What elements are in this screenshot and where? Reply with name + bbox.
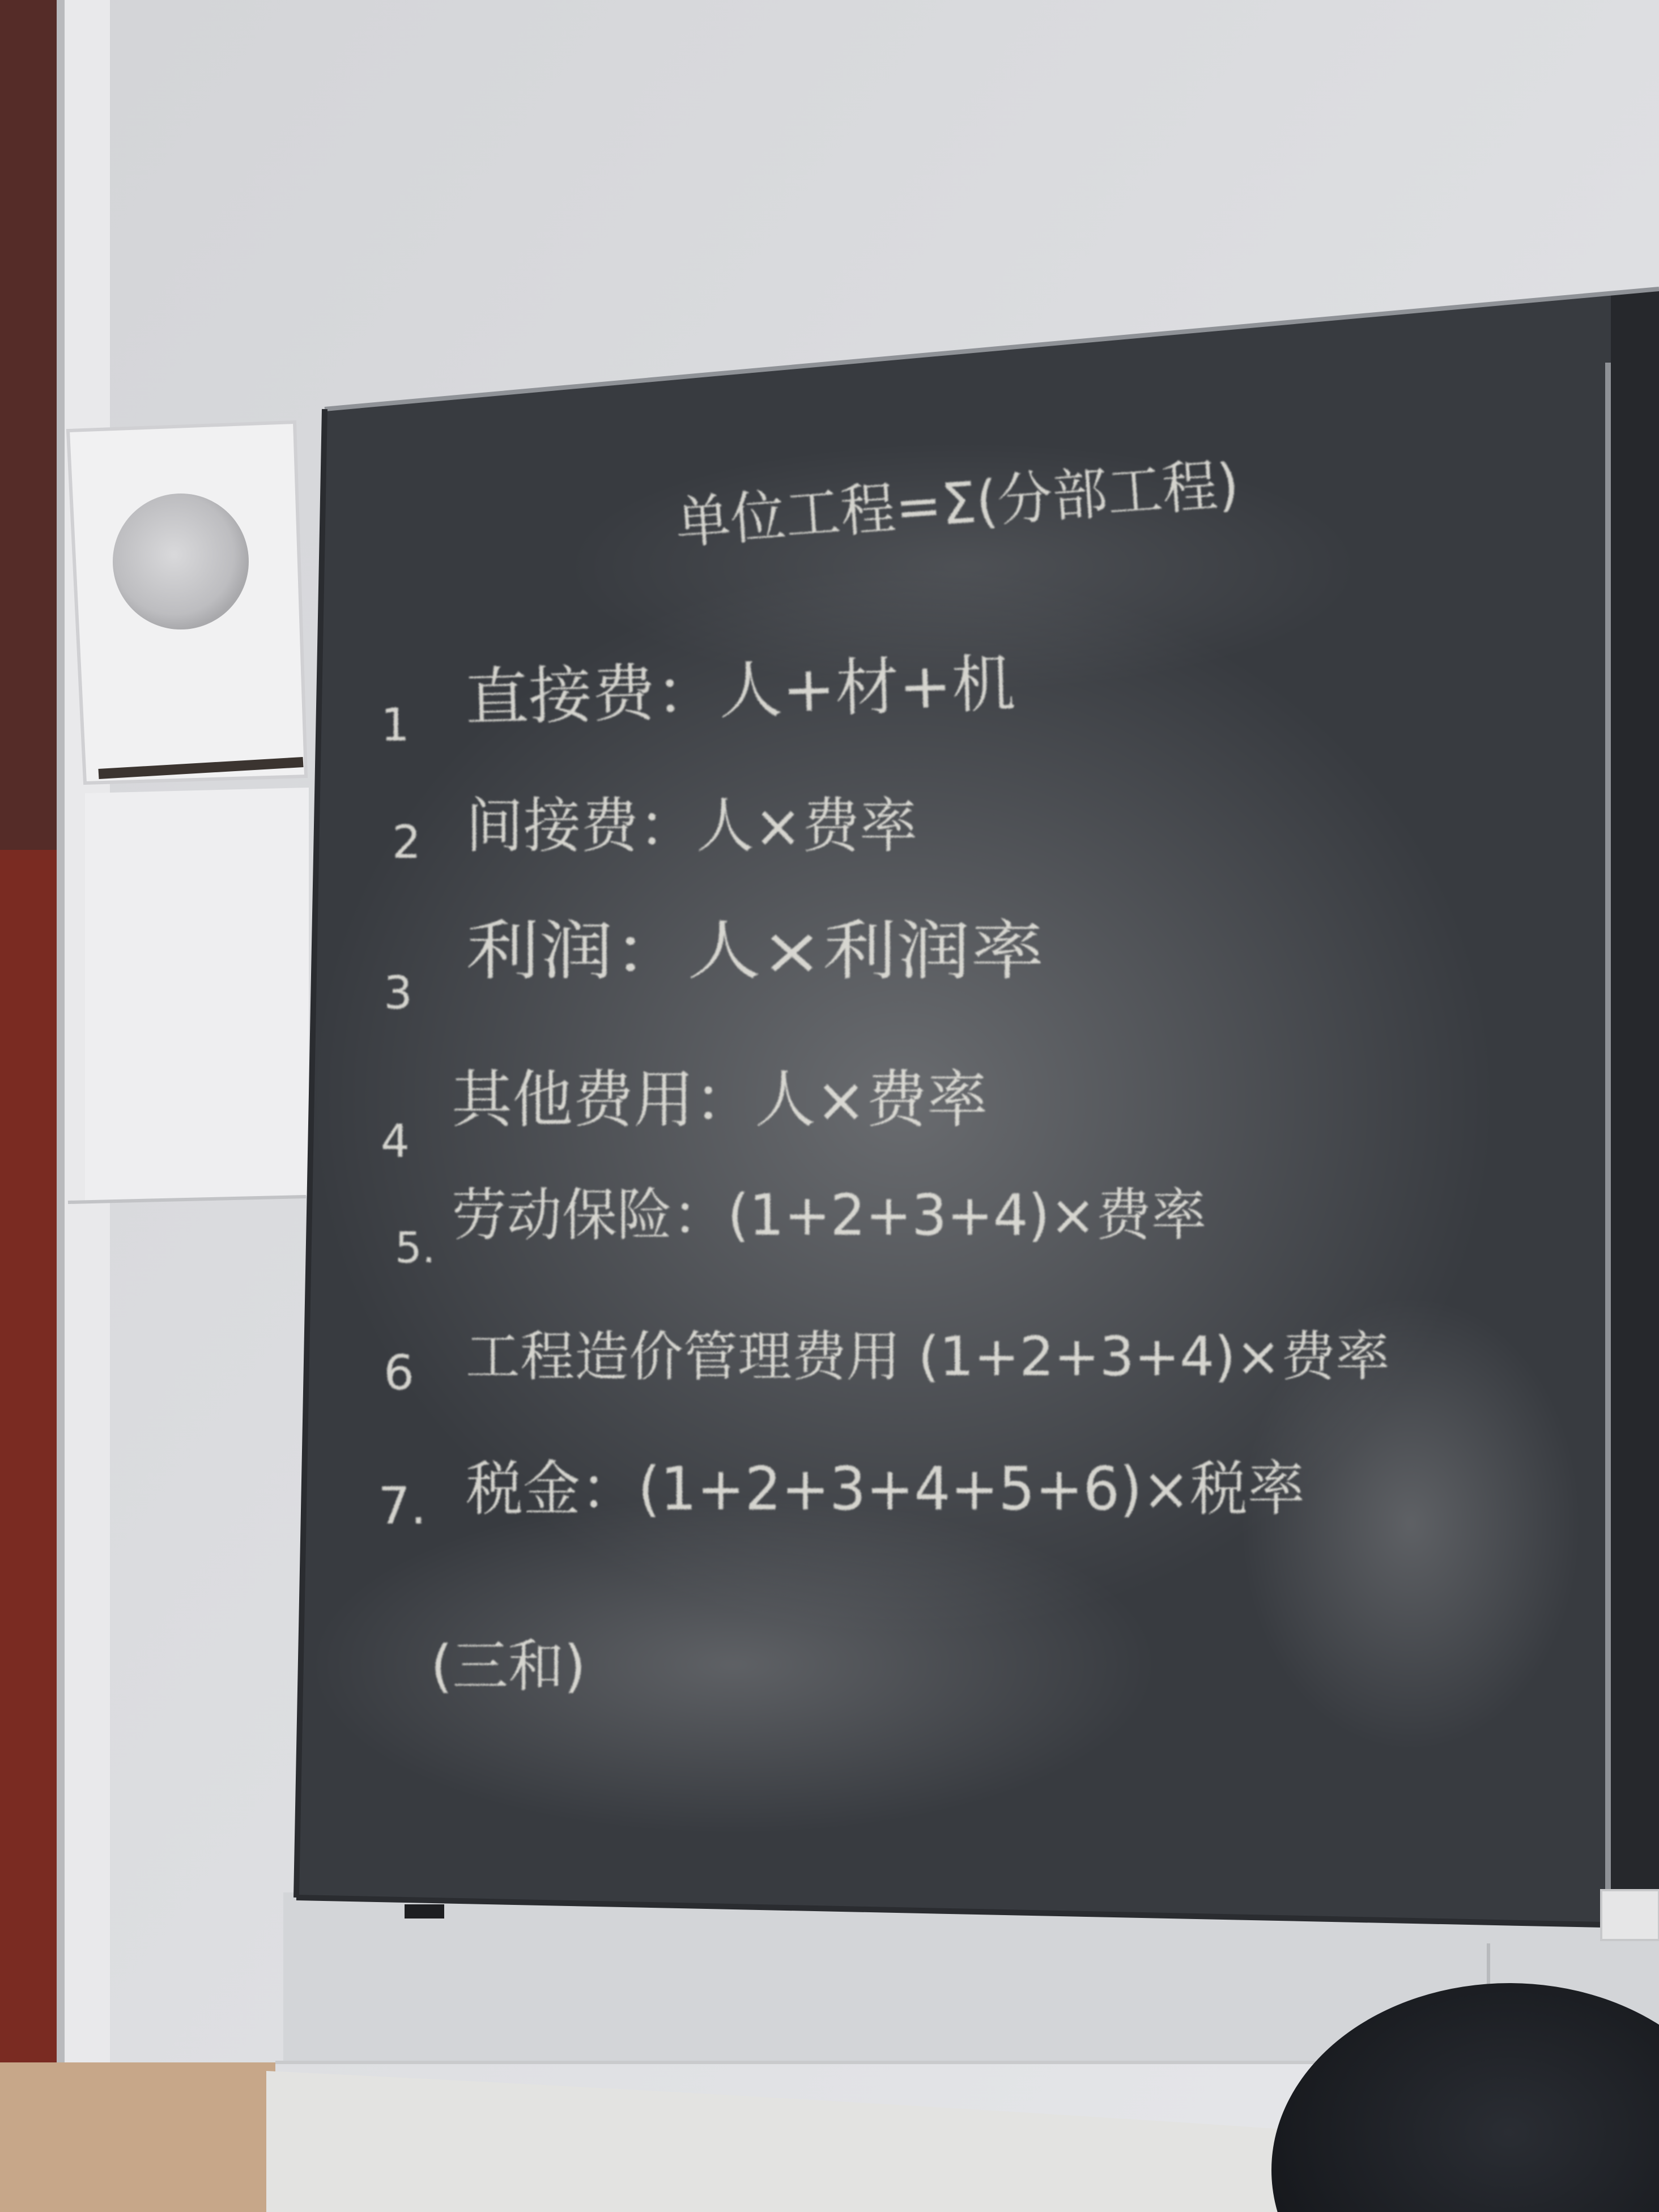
item-number-5: 5. [395, 1223, 436, 1273]
pillar-edge-shadow [57, 0, 65, 2062]
board-note: (三和) [431, 1633, 586, 1699]
item-number-3: 3 [384, 967, 412, 1019]
item-text-3: 利润：人×利润率 [466, 913, 1044, 989]
item-text-7: 税金：(1+2+3+4+5+6)×税率 [466, 1454, 1305, 1524]
item-text-2: 间接费：人×费率 [466, 792, 917, 861]
speaker-grille [113, 494, 249, 629]
item-number-4: 4 [381, 1115, 410, 1168]
item-text-1: 直接费：人+材+机 [464, 648, 1007, 734]
left-dark-wall-top [0, 0, 57, 850]
item-number-6: 6 [384, 1345, 415, 1401]
item-text-5: 劳动保险：(1+2+3+4)×费率 [452, 1182, 1206, 1248]
wooden-desk [0, 2062, 275, 2212]
item-number-7: 7. [378, 1477, 427, 1536]
item-number-1: 1 [381, 699, 410, 751]
board-title: 单位工程=Σ(分部工程) [673, 449, 1258, 556]
item-text-4: 其他费用：人×费率 [452, 1064, 988, 1136]
board-tab [405, 1904, 444, 1919]
item-text-6: 工程造价管理费用 (1+2+3+4)×费率 [466, 1326, 1390, 1388]
board-right-edge [1611, 272, 1659, 1938]
wall-sticker [1601, 1890, 1659, 1940]
item-number-2: 2 [392, 816, 421, 869]
wall-panel-lower [85, 788, 309, 1201]
